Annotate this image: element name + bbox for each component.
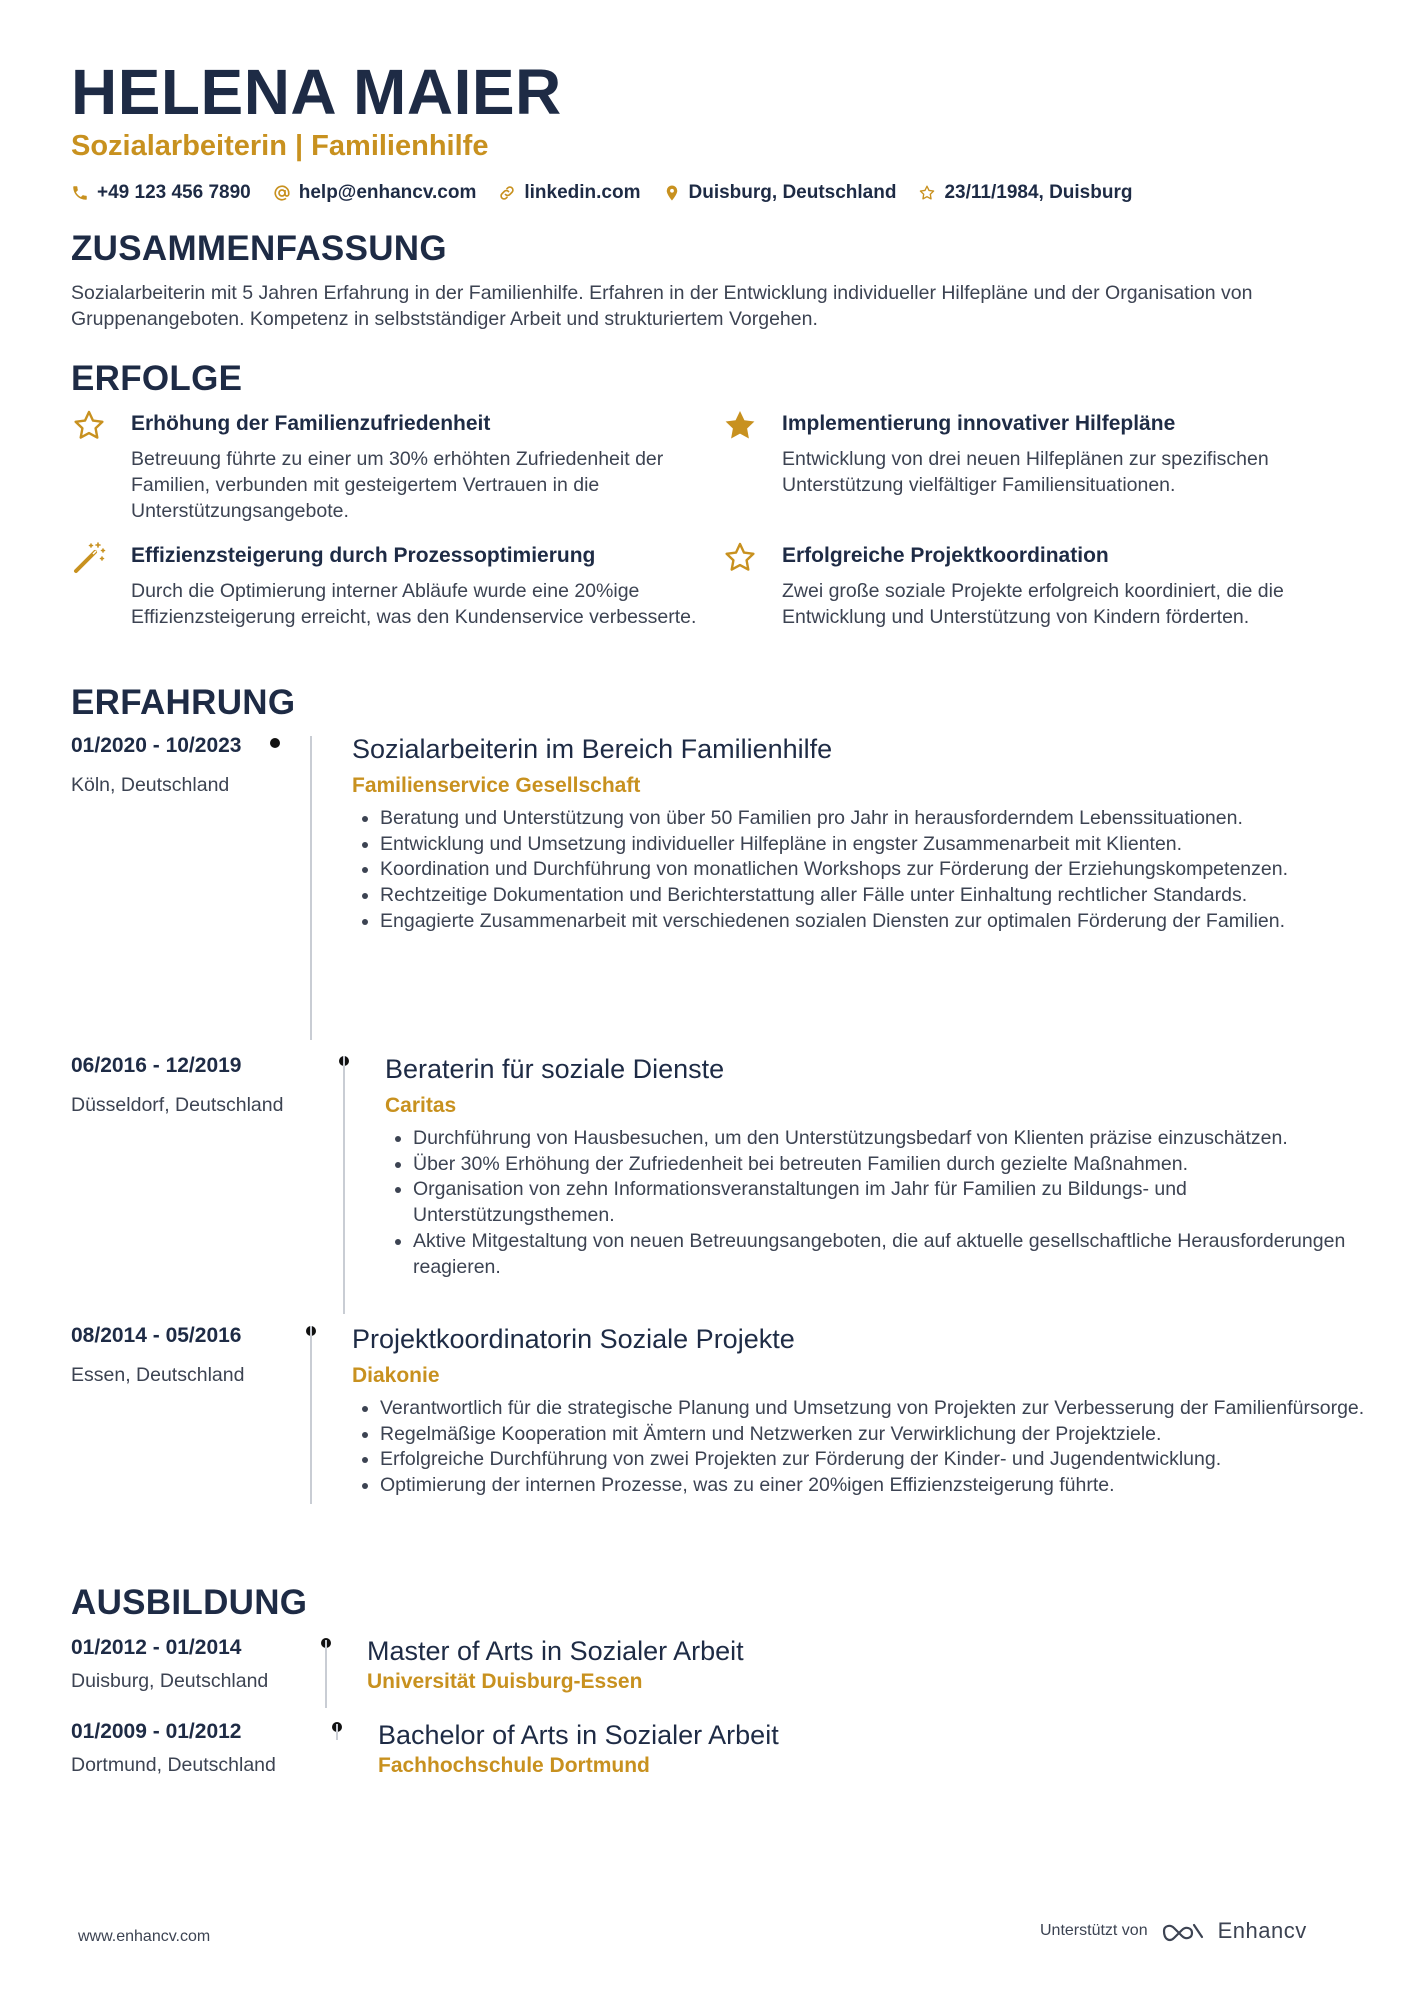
job-bullet: • Rechtzeitige Dokumentation und Berichterstattung aller Fälle unter Einhaltung rechtlicher Standards. xyxy=(380,883,1380,909)
job-bullet: • Engagierte Zusammenarbeit mit verschiedenen sozialen Diensten zur optimalen Förderung der Familien. xyxy=(380,909,1380,935)
job-company: Familienservice Gesellschaft xyxy=(352,774,641,797)
job-location: Köln, Deutschland xyxy=(71,774,230,796)
candidate-name: HELENA MAIER xyxy=(71,56,562,128)
job-date: 01/2020 - 10/2023 xyxy=(71,734,242,757)
job-title: Beraterin für soziale Dienste xyxy=(385,1054,725,1084)
timeline-line xyxy=(310,1326,312,1504)
star-outline-icon xyxy=(71,408,107,444)
education-location: Duisburg, Deutschland xyxy=(71,1670,269,1692)
education-degree: Bachelor of Arts in Sozialer Arbeit xyxy=(378,1720,779,1750)
job-bullet: • Organisation von zehn Informationsveranstaltungen im Jahr für Familien zu Bildungs- und Unterstützungsthemen. xyxy=(413,1177,1373,1228)
timeline-line xyxy=(310,736,312,1040)
magic-wand-icon xyxy=(71,540,107,576)
job-title: Sozialarbeiterin im Bereich Familienhilfe xyxy=(352,734,833,764)
experience-heading: ERFAHRUNG xyxy=(71,683,296,722)
job-bullets xyxy=(352,1396,1380,1499)
contact-linkedin[interactable] xyxy=(498,180,640,206)
location-text: Duisburg, Deutschland xyxy=(688,182,897,203)
footer-branding xyxy=(1040,1918,1307,1944)
job-company: Caritas xyxy=(385,1094,457,1117)
timeline-line xyxy=(343,1056,345,1314)
candidate-title: Sozialarbeiterin | Familienhilfe xyxy=(71,130,489,162)
contact-email[interactable] xyxy=(273,180,477,206)
job-location: Düsseldorf, Deutschland xyxy=(71,1094,284,1116)
job-title: Projektkoordinatorin Soziale Projekte xyxy=(352,1324,795,1354)
education-school: Universität Duisburg-Essen xyxy=(367,1670,643,1693)
timeline-line xyxy=(336,1724,338,1740)
job-bullet: • Aktive Mitgestaltung von neuen Betreuungsangeboten, die auf aktuelle gesellschaftliche Herausforderungen reagieren. xyxy=(413,1229,1373,1280)
at-icon xyxy=(273,184,291,202)
contact-birth xyxy=(918,180,1132,206)
contact-bar xyxy=(71,180,1132,206)
email-text: help@enhancv.com xyxy=(298,182,477,203)
job-bullet: • Beratung und Unterstützung von über 50 Familien pro Jahr in herausforderndem Lebenssituationen. xyxy=(380,806,1380,832)
star-icon xyxy=(918,184,936,202)
summary-text: Sozialarbeiterin mit 5 Jahren Erfahrung in der Familienhilfe. Erfahren in der Entwicklung individueller Hilfepläne und der Organisation von Gruppenangeboten. Kompetenz in selbstständiger Arbeit und strukturiertem Vorgehen. xyxy=(71,282,1253,330)
job-bullet: • Verantwortlich für die strategische Planung und Umsetzung von Projekten zur Verbesserung der Familienfürsorge. xyxy=(380,1396,1380,1422)
job-bullet: • Optimierung der internen Prozesse, was zu einer 20%igen Effizienzsteigerung führte. xyxy=(380,1473,1380,1499)
job-date: 06/2016 - 12/2019 xyxy=(71,1054,242,1077)
star-filled-icon xyxy=(722,408,758,444)
phone-icon xyxy=(71,184,89,202)
powered-by-text: Unterstützt von xyxy=(1040,1922,1148,1939)
education-school: Fachhochschule Dortmund xyxy=(378,1754,650,1777)
job-bullets xyxy=(352,806,1380,935)
job-bullet: • Über 30% Erhöhung der Zufriedenheit bei betreuten Familien durch gezielte Maßnahmen. xyxy=(413,1152,1373,1178)
job-bullets xyxy=(385,1126,1373,1280)
achievement-title: Effizienzsteigerung durch Prozessoptimierung xyxy=(131,544,596,567)
achievement-title: Erfolgreiche Projektkoordination xyxy=(782,544,1109,567)
timeline-dot xyxy=(270,738,280,748)
star-outline-icon xyxy=(722,540,758,576)
job-bullet: • Regelmäßige Kooperation mit Ämtern und Netzwerken zur Verwirklichung der Projektziele. xyxy=(380,1422,1380,1448)
achievement-desc: Durch die Optimierung interner Abläufe wurde eine 20%ige Effizienzsteigerung erreicht, was den Kundenservice verbesserte. xyxy=(131,580,697,628)
contact-phone[interactable] xyxy=(71,180,251,206)
job-location: Essen, Deutschland xyxy=(71,1364,245,1386)
job-bullet: • Koordination und Durchführung von monatlichen Workshops zur Förderung der Erziehungskompetenzen. xyxy=(380,857,1380,883)
brand-name: Enhancv xyxy=(1217,1918,1307,1943)
linkedin-text: linkedin.com xyxy=(524,182,641,203)
location-pin-icon xyxy=(663,184,681,202)
achievements-heading: ERFOLGE xyxy=(71,359,243,398)
link-icon xyxy=(498,184,516,202)
education-date: 01/2009 - 01/2012 xyxy=(71,1720,242,1743)
education-location: Dortmund, Deutschland xyxy=(71,1754,276,1776)
job-bullet: • Erfolgreiche Durchführung von zwei Projekten zur Förderung der Kinder- und Jugendentwicklung. xyxy=(380,1447,1380,1473)
enhancv-logo-icon xyxy=(1160,1919,1206,1943)
education-date: 01/2012 - 01/2014 xyxy=(71,1636,242,1659)
job-date: 08/2014 - 05/2016 xyxy=(71,1324,242,1347)
education-degree: Master of Arts in Sozialer Arbeit xyxy=(367,1636,744,1666)
achievement-desc: Zwei große soziale Projekte erfolgreich koordiniert, die die Entwicklung und Unterstützung von Kindern förderten. xyxy=(782,580,1284,628)
timeline-line xyxy=(325,1640,327,1708)
achievement-desc: Betreuung führte zu einer um 30% erhöhten Zufriedenheit der Familien, verbunden mit gesteigertem Vertrauen in die Unterstützungsangebote. xyxy=(131,448,664,522)
job-company: Diakonie xyxy=(352,1364,440,1387)
birth-text: 23/11/1984, Duisburg xyxy=(944,182,1133,203)
footer-website[interactable]: www.enhancv.com xyxy=(78,1928,211,1945)
achievement-title: Implementierung innovativer Hilfepläne xyxy=(782,412,1176,435)
achievement-desc: Entwicklung von drei neuen Hilfeplänen zur spezifischen Unterstützung vielfältiger Familiensituationen. xyxy=(782,448,1269,496)
job-bullet: • Durchführung von Hausbesuchen, um den Unterstützungsbedarf von Klienten präzise einzuschätzen. xyxy=(413,1126,1373,1152)
summary-heading: ZUSAMMENFASSUNG xyxy=(71,229,447,268)
phone-text: +49 123 456 7890 xyxy=(97,182,251,203)
job-bullet: • Entwicklung und Umsetzung individueller Hilfepläne in engster Zusammenarbeit mit Klienten. xyxy=(380,832,1380,858)
contact-location xyxy=(663,180,897,206)
education-heading: AUSBILDUNG xyxy=(71,1583,308,1622)
achievement-title: Erhöhung der Familienzufriedenheit xyxy=(131,412,491,435)
